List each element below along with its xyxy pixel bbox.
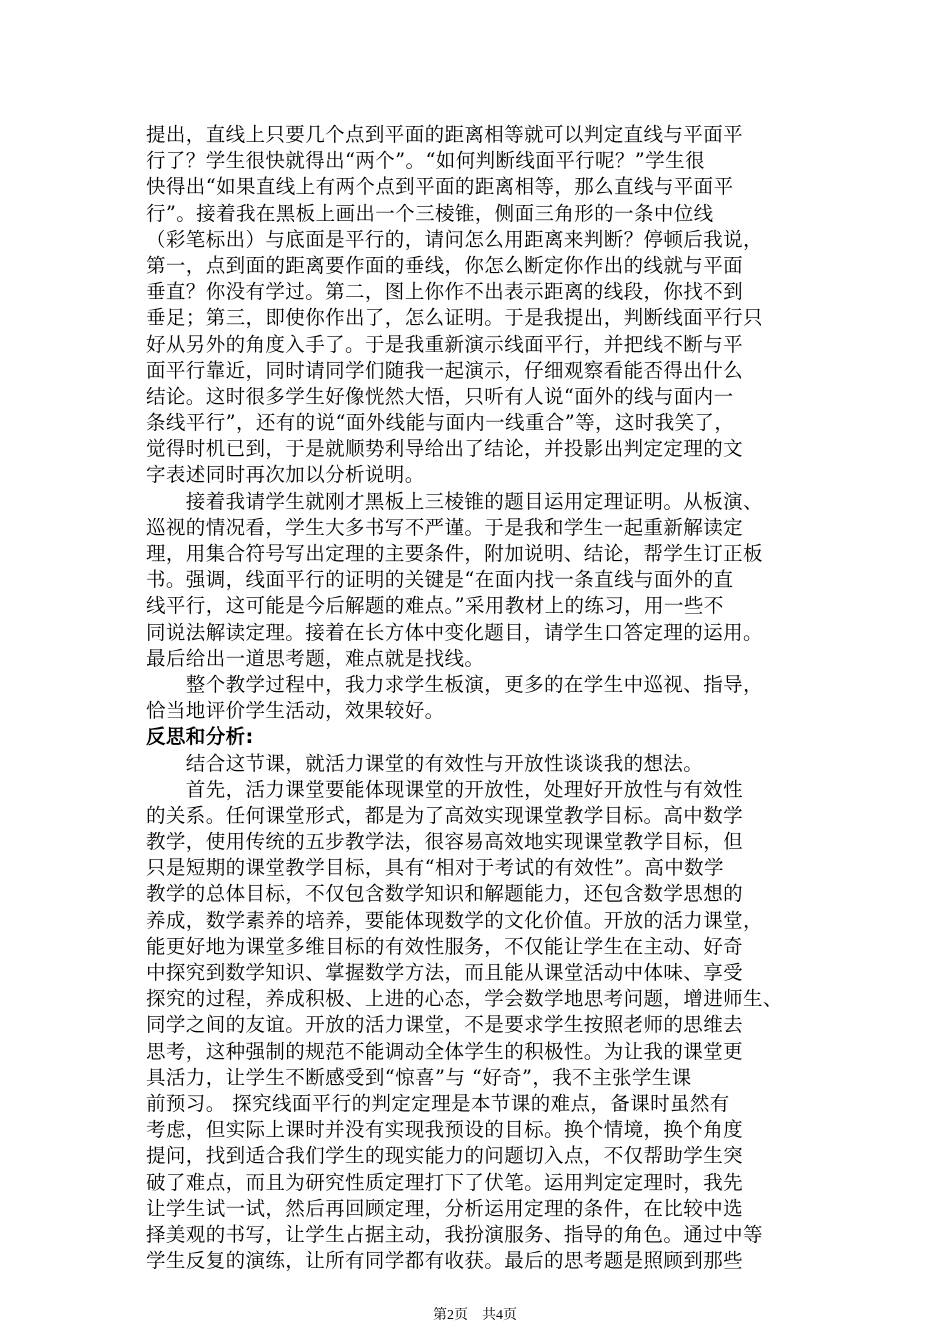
paragraph-block-reflection bbox=[146, 751, 818, 1275]
text-line: 面平行靠近，同时请同学们随我一起演示，仔细观察看能否得出什么 bbox=[146, 358, 744, 382]
text-line: 理，用集合符号写出定理的主要条件，附加说明、结论，帮学生订正板 bbox=[146, 542, 763, 565]
text-line: 的关系。任何课堂形式，都是为了高效实现课堂教学目标。高中数学 bbox=[146, 803, 744, 827]
text-line: 最后给出一道思考题，难点就是找线。 bbox=[146, 646, 485, 670]
text-line: 考虑，但实际上课时并没有实现我预设的目标。换个情境，换个角度 bbox=[146, 1118, 744, 1142]
text-line: 同说法解读定理。接着在长方体中变化题目，请学生口答定理的运用。 bbox=[146, 620, 763, 644]
text-line: 线平行，这可能是今后解题的难点。”采用教材上的练习，用一些不 bbox=[146, 594, 724, 618]
text-line: 恰当地评价学生活动，效果较好。 bbox=[146, 699, 445, 723]
text-line: 只是短期的课堂教学目标，具有“相对于考试的有效性”。高中数学 bbox=[146, 856, 724, 880]
text-line: 条线平行”，还有的说“面外线能与面内一线重合”等，这时我笑了， bbox=[146, 411, 735, 435]
text-line: 垂足；第三，即使你作出了，怎么证明。于是我提出，判断线面平行只 bbox=[146, 306, 763, 330]
text-line: 思考，这种强制的规范不能调动全体学生的积极性。为让我的课堂更 bbox=[146, 1039, 744, 1063]
text-line: 行了？学生很快就得出“两个”。“如何判断线面平行呢？”学生很 bbox=[146, 149, 705, 173]
text-line: 第一，点到面的距离要作面的垂线，你怎么断定你作出的线就与平面 bbox=[146, 253, 744, 277]
paragraph-block-teaching-process bbox=[146, 122, 818, 724]
text-line: 快得出“如果直线上有两个点到平面的距离相等，那么直线与平面平 bbox=[146, 175, 734, 199]
document-body bbox=[146, 122, 818, 1274]
text-line: 探究的过程，养成积极、上进的心态，学会数学地思考问题，增进师生、 bbox=[146, 987, 783, 1011]
text-line: 提出，直线上只要几个点到平面的距离相等就可以判定直线与平面平 bbox=[146, 123, 744, 146]
text-line: 破了难点，而且为研究性质定理打下了伏笔。运用判定定理时，我先 bbox=[146, 1170, 744, 1194]
text-line: 教学，使用传统的五步教学法，很容易高效地实现课堂教学目标，但 bbox=[146, 830, 744, 854]
text-line: 中探究到数学知识、掌握数学方法，而且能从课堂活动中体味、享受 bbox=[146, 961, 744, 984]
text-line: 前预习。 探究线面平行的判定定理是本节课的难点，备课时虽然有 bbox=[146, 1091, 730, 1115]
text-line: 垂直？你没有学过。第二，图上你作不出表示距离的线段，你找不到 bbox=[146, 280, 744, 304]
text-line: 能更好地为课堂多维目标的有效性服务，不仅能让学生在主动、好奇 bbox=[146, 934, 744, 958]
text-line: 同学之间的友谊。开放的活力课堂，不是要求学生按照老师的思维去 bbox=[146, 1013, 744, 1037]
text-line: 巡视的情况看，学生大多书写不严谨。于是我和学生一起重新解读定 bbox=[146, 515, 744, 539]
text-line: 让学生试一试，然后再回顾定理，分析运用定理的条件，在比较中选 bbox=[146, 1196, 744, 1220]
text-line: 整个教学过程中，我力求学生板演，更多的在学生中巡视、指导， bbox=[146, 672, 763, 696]
text-line: 具活力，让学生不断感受到“惊喜”与 “好奇”，我不主张学生课 bbox=[146, 1065, 692, 1089]
page-number-footer: 第2页 共4页 bbox=[433, 1308, 517, 1323]
text-line: 书。强调，线面平行的证明的关键是“在面内找一条直线与面外的直 bbox=[146, 568, 734, 592]
text-line: 接着我请学生就刚才黑板上三棱锥的题目运用定理证明。从板演、 bbox=[146, 489, 763, 513]
text-line: 觉得时机已到，于是就顺势利导给出了结论，并投影出判定定理的文 bbox=[146, 437, 744, 461]
text-line: 结论。这时很多学生好像恍然大悟，只听有人说“面外的线与面内一 bbox=[146, 384, 734, 408]
text-line: 行”。接着我在黑板上画出一个三棱锥，侧面三角形的一条中位线 bbox=[146, 201, 714, 225]
text-line: 好从另外的角度入手了。于是我重新演示线面平行，并把线不断与平 bbox=[146, 332, 744, 356]
text-line: 教学的总体目标，不仅包含数学知识和解题能力，还包含数学思想的 bbox=[146, 882, 744, 906]
text-line: 提问，找到适合我们学生的现实能力的问题切入点，不仅帮助学生突 bbox=[146, 1144, 744, 1168]
text-line: 字表述同时再次加以分析说明。 bbox=[146, 463, 425, 487]
text-line: （彩笔标出）与底面是平行的，请问怎么用距离来判断？停顿后我说， bbox=[146, 227, 763, 251]
text-line: 学生反复的演练，让所有同学都有收获。最后的思考题是照顾到那些 bbox=[146, 1249, 744, 1273]
text-line: 择美观的书写，让学生占据主动，我扮演服务、指导的角色。通过中等 bbox=[146, 1222, 763, 1246]
text-line: 养成，数学素养的培养，要能体现数学的文化价值。开放的活力课堂， bbox=[146, 908, 763, 932]
text-line: 结合这节课，就活力课堂的有效性与开放性谈谈我的想法。 bbox=[146, 751, 704, 775]
section-heading-reflection: 反思和分析: bbox=[146, 725, 254, 749]
text-line: 首先，活力课堂要能体现课堂的开放性，处理好开放性与有效性 bbox=[146, 777, 744, 801]
